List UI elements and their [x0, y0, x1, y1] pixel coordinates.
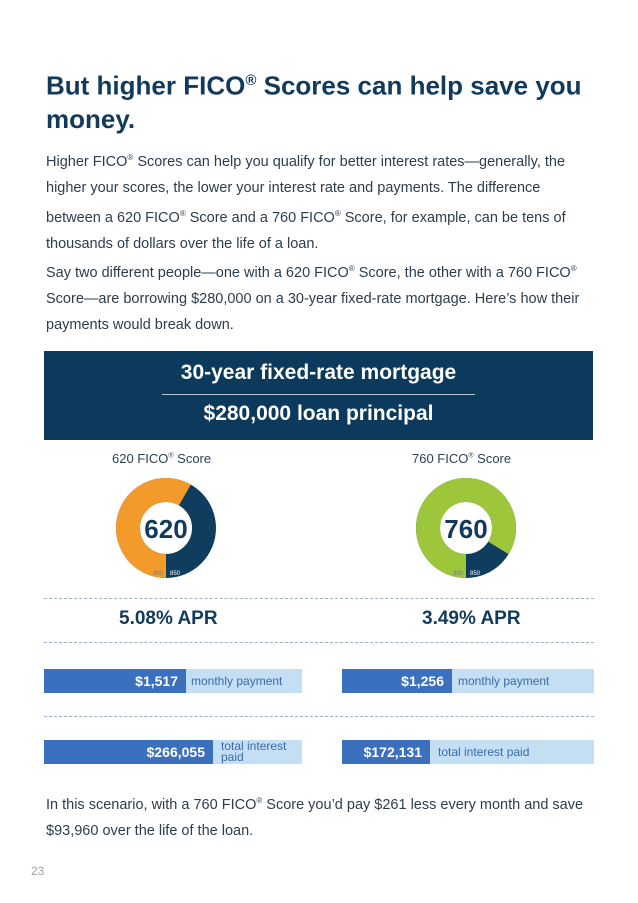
left-score-gauge: [116, 478, 216, 578]
right-total-interest-label: total interest paid: [430, 740, 594, 764]
text-run: Score—are borrowing $280,000 on a 30-year fixed-rate mortgage. Here’s how their payments would break down.: [46, 290, 580, 333]
registered-mark: ®: [334, 208, 341, 218]
registered-mark: ®: [348, 264, 355, 273]
right-total-interest-value: $172,131: [342, 740, 430, 764]
right-monthly-payment-label: monthly payment: [452, 669, 594, 693]
banner-divider: [162, 394, 475, 395]
left-monthly-payment-value: $1,517: [44, 669, 186, 693]
registered-mark: ®: [179, 208, 186, 218]
text-run: Score, the other with a 760 FICO: [354, 264, 571, 281]
left-monthly-payment-bar: [44, 669, 302, 693]
registered-mark: ®: [256, 796, 263, 805]
text-run: In this scenario, with a 760 FICO: [46, 796, 257, 813]
divider-dashed: [44, 598, 594, 599]
right-score-label: 760 FICO® Score: [412, 451, 512, 466]
gauge-max-label: 850: [169, 571, 181, 577]
banner-principal: $280,000 loan principal: [203, 402, 434, 425]
right-score-gauge: [416, 478, 516, 578]
registered-mark: ®: [570, 264, 577, 273]
left-total-interest-value: $266,055: [44, 740, 213, 764]
left-apr: 5.08% APR: [119, 608, 218, 629]
text-run: Score, for example, can be tens of thousands of dollars over the life of a loan.: [46, 209, 566, 252]
text-run: Score and a 760 FICO: [185, 209, 335, 226]
page-title: But higher FICO® Scores can help save you money.: [46, 70, 582, 134]
gauge-min-label: 300: [152, 571, 164, 577]
scenario-paragraph: [46, 256, 598, 338]
gauge-score-value: 760: [444, 514, 488, 544]
left-total-interest-label: total interest paid: [213, 740, 302, 764]
divider-dashed: [44, 642, 594, 643]
gauge-max-label: 850: [469, 571, 481, 577]
left-monthly-payment-label: monthly payment: [186, 669, 302, 693]
left-score-label: 620 FICO® Score: [112, 451, 212, 466]
right-monthly-payment-bar: [342, 669, 594, 693]
conclusion-paragraph: [46, 788, 598, 844]
right-total-interest-bar: [342, 740, 594, 764]
text-run: Higher FICO: [46, 153, 128, 170]
divider-dashed: [44, 716, 594, 717]
text-run: Score you’d pay $261 less every month and save $93,960 over the life of the loan.: [46, 796, 584, 839]
mortgage-banner: [44, 351, 593, 440]
banner-title: 30-year fixed-rate mortgage: [180, 361, 457, 384]
right-apr: 3.49% APR: [422, 608, 521, 629]
page-number: 23: [31, 864, 45, 878]
right-monthly-payment-value: $1,256: [342, 669, 452, 693]
text-run: Say two different people—one with a 620 FICO: [46, 264, 349, 281]
gauge-min-label: 300: [452, 571, 464, 577]
left-total-interest-bar: [44, 740, 302, 764]
registered-mark: ®: [127, 153, 134, 162]
intro-paragraph: [46, 145, 598, 257]
gauge-score-value: 620: [144, 514, 188, 544]
text-run: Scores can help you qualify for better interest rates—generally, the higher your scores, the lower your interest rate and payments. The difference between a 620 FICO: [46, 153, 566, 226]
